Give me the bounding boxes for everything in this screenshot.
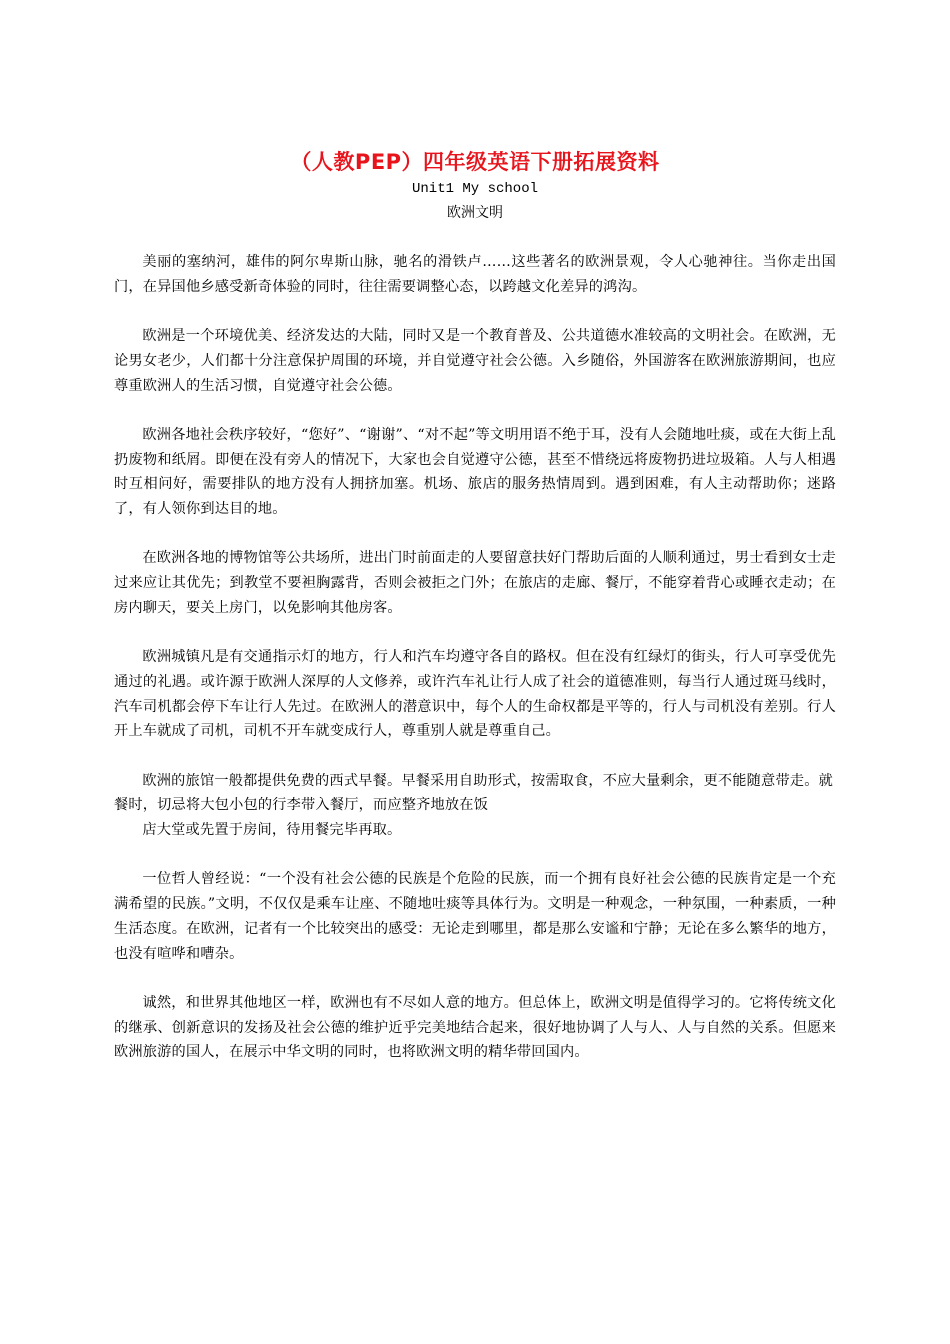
article-body [114,250,836,1065]
paragraph-6 [114,769,836,843]
paragraph-6-continuation: 店大堂或先置于房间，待用餐完毕再取。 [142,822,402,839]
unit-subtitle: Unit1 My school [411,181,539,197]
paragraph-4: 在欧洲各地的博物馆等公共场所，进出门时前面走的人要留意扶好门帮助后面的人顺利通过，男士看到女士走过来应让其优先；到教堂不要袒胸露背，否则会被拒之门外；在旅店的走廊、餐厅，不能穿着背心或睡衣走动；在房内聊天，要关上房门，以免影响其他房客。 [114,550,836,616]
paragraph-8: 诚然，和世界其他地区一样，欧洲也有不尽如人意的地方。但总体上，欧洲文明是值得学习的。它将传统文化的继承、创新意识的发扬及社会公德的维护近乎完美地结合起来，很好地协调了人与人、人与自然的关系。但愿来欧洲旅游的国人，在展示中华文明的同时，也将欧洲文明的精华带回国内。 [114,994,836,1061]
document-title: （人教PEP）四年级英语下册拓展资料 [290,150,660,174]
paragraph-6-text: 欧洲的旅馆一般都提供免费的西式早餐。早餐采用自助形式，按需取食，不应大量剩余，更不能随意带走。就餐时，切忌将大包小包的行李带入餐厅，而应整齐地放在饭 [114,772,833,814]
document-page [114,148,836,1090]
article-heading: 欧洲文明 [447,205,503,221]
paragraph-5: 欧洲城镇凡是有交通指示灯的地方，行人和汽车均遵守各自的路权。但在没有红绿灯的街头，行人可享受优先通过的礼遇。或许源于欧洲人深厚的人文修养，或许汽车礼让行人成了社会的道德准则，每当行人通过斑马线时，汽车司机都会停下车让行人先过。在欧洲人的潜意识中，每个人的生命权都是平等的，行人与司机没有差别。行人开上车就成了司机，司机不开车就变成行人，尊重别人就是尊重自己。 [114,649,836,740]
paragraph-1: 美丽的塞纳河，雄伟的阿尔卑斯山脉，驰名的滑铁卢……这些著名的欧洲景观，令人心驰神往。当你走出国门，在异国他乡感受新奇体验的同时，往往需要调整心态，以跨越文化差异的鸿沟。 [114,254,836,295]
paragraph-3: 欧洲各地社会秩序较好，“您好”、“谢谢”、“对不起”等文明用语不绝于耳，没有人会随地吐痰，或在大街上乱扔废物和纸屑。即便在没有旁人的情况下，大家也会自觉遵守公德，甚至不惜绕远将废物扔进垃圾箱。人与人相遇时互相问好，需要排队的地方没有人拥挤加塞。机场、旅店的服务热情周到。遇到困难，有人主动帮助你；迷路了，有人领你到达目的地。 [114,426,836,517]
paragraph-2: 欧洲是一个环境优美、经济发达的大陆，同时又是一个教育普及、公共道德水准较高的文明社会。在欧洲，无论男女老少，人们都十分注意保护周围的环境，并自觉遵守社会公德。入乡随俗，外国游客在欧洲旅游期间，也应尊重欧洲人的生活习惯，自觉遵守社会公德。 [114,328,836,394]
paragraph-7: 一位哲人曾经说：“一个没有社会公德的民族是个危险的民族，而一个拥有良好社会公德的民族肯定是一个充满希望的民族。”文明，不仅仅是乘车让座、不随地吐痰等具体行为。文明是一种观念，一种氛围，一种素质，一种生活态度。在欧洲，记者有一个比较突出的感受：无论走到哪里，都是那么安谧和宁静；无论在多么繁华的地方，也没有喧哗和嘈杂。 [114,871,836,962]
